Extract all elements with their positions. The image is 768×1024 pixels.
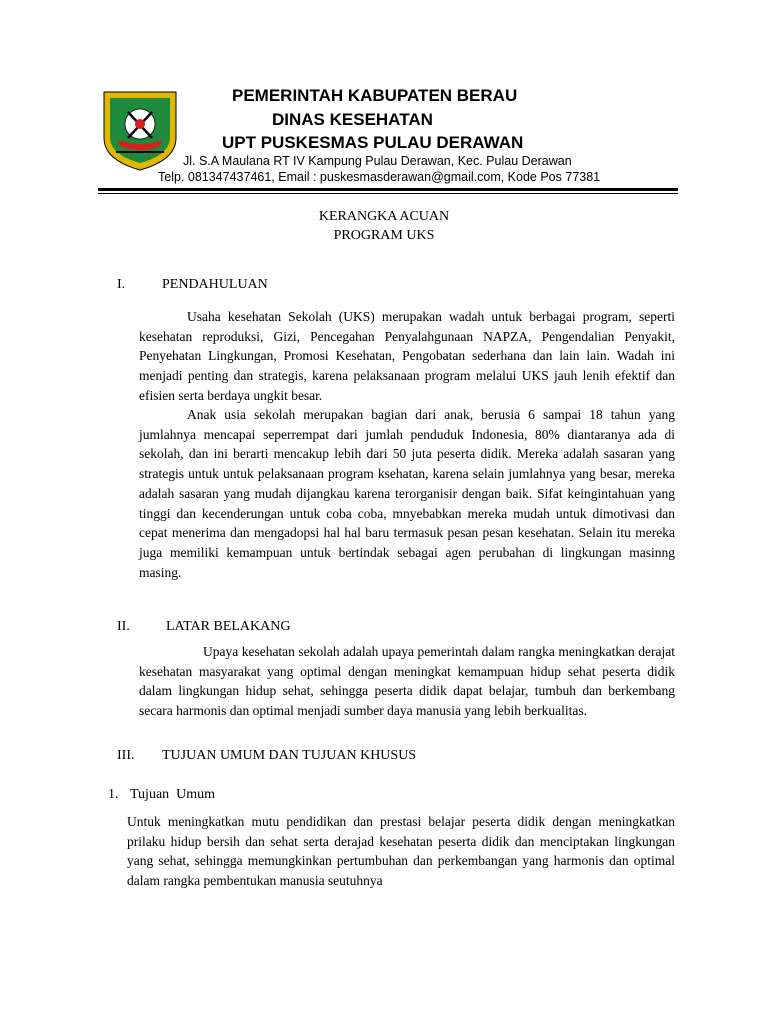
doc-title-line1: KERANGKA ACUAN [318,209,450,224]
paragraph: Anak usia sekolah merupakan bagian dari anak, berusia 6 sampai 18 tahun yang jumlahnya mencapai seperrempat dari jumlah penduduk Indonesia, 80% diantaranya ada di sekolah, dan ini berarti mencakup lebih dari 50 juta peserta didik. Mereka adalah sasaran yang strategis untuk untuk pelaksanaan program ksehatan, karena selain jumlahnya yang besar, mereka adalah sasaran yang mudah dijangkau karena terorganisir dengan baik. Sifat keingintahuan yang tinggi dan kecenderungan untuk coba coba, mnyebabkan mereka mudah untuk dimotivasi dan cepat menerima dan mengadopsi hal hal baru termasuk pesan pesan kesehatan. Selain itu mereka juga memiliki kemampuan untuk bertindak sebagai agen perubahan di lingkungan masinng masing. [139,407,675,580]
section-number: III. [117,748,135,763]
section-number: II. [117,619,130,634]
header-institution-name: UPT PUSKESMAS PULAU DERAWAN [222,133,524,152]
kabupaten-berau-crest-icon [100,88,180,172]
section-number: I. [117,277,126,292]
subsection-title: Tujuan Umum [130,787,216,802]
header-address: Jl. S.A Maulana RT IV Kampung Pulau Derawan, Kec. Pulau Derawan [183,154,572,168]
paragraph: Upaya kesehatan sekolah adalah upaya pemerintah dalam rangka meningkatkan derajat kesehatan masyarakat yang optimal dengan meningkat kemampuan hidup sehat peserta didik dalam lingkungan hidup sehat, sehingga peserta didik dapat belajar, tumbuh dan berkembang secara harmonis dan optimal menjadi sumber daya manusia yang lebih berkualitas. [139,644,675,719]
section-title: LATAR BELAKANG [166,619,291,634]
paragraph: Usaha kesehatan Sekolah (UKS) merupakan wadah untuk berbagai program, seperti kesehatan reproduksi, Gizi, Pencegahan Penyalahgunaan NAPZA, Pengendalian Penyakit, Penyehatan Lingkungan, Promosi Kesehatan, Pengobatan sederhana dan lain lain. Wadah ini menjadi penting dan strategis, karena pelaksanaan program melalui UKS jauh lenih efektif dan efisien serta berdaya ungkit besar. [139,309,675,403]
letterhead-rule-thin [98,193,678,194]
subsection-number: 1. [108,787,119,802]
header-contact: Telp. 081347437461, Email : puskesmasderawan@gmail.com, Kode Pos 77381 [158,170,601,184]
letterhead-rule-thick [98,188,678,191]
paragraph: Untuk meningkatkan mutu pendidikan dan prestasi belajar peserta didik dengan meningkatkan prilaku hidup bersih dan sehat serta derajad kesehatan peserta didik dan menciptakan lingkungan yang sehat, sehingga memungkinkan pertumbuhan dan perkembangan yang harmonis dan optimal dalam rangka pembentukan manusia seutuhnya [127,814,675,889]
section-title: TUJUAN UMUM DAN TUJUAN KHUSUS [162,748,417,763]
section-title: PENDAHULUAN [162,277,268,292]
doc-title-line2: PROGRAM UKS [333,228,435,243]
header-office-name: DINAS KESEHATAN [272,110,433,129]
header-government-name: PEMERINTAH KABUPATEN BERAU [232,86,518,105]
